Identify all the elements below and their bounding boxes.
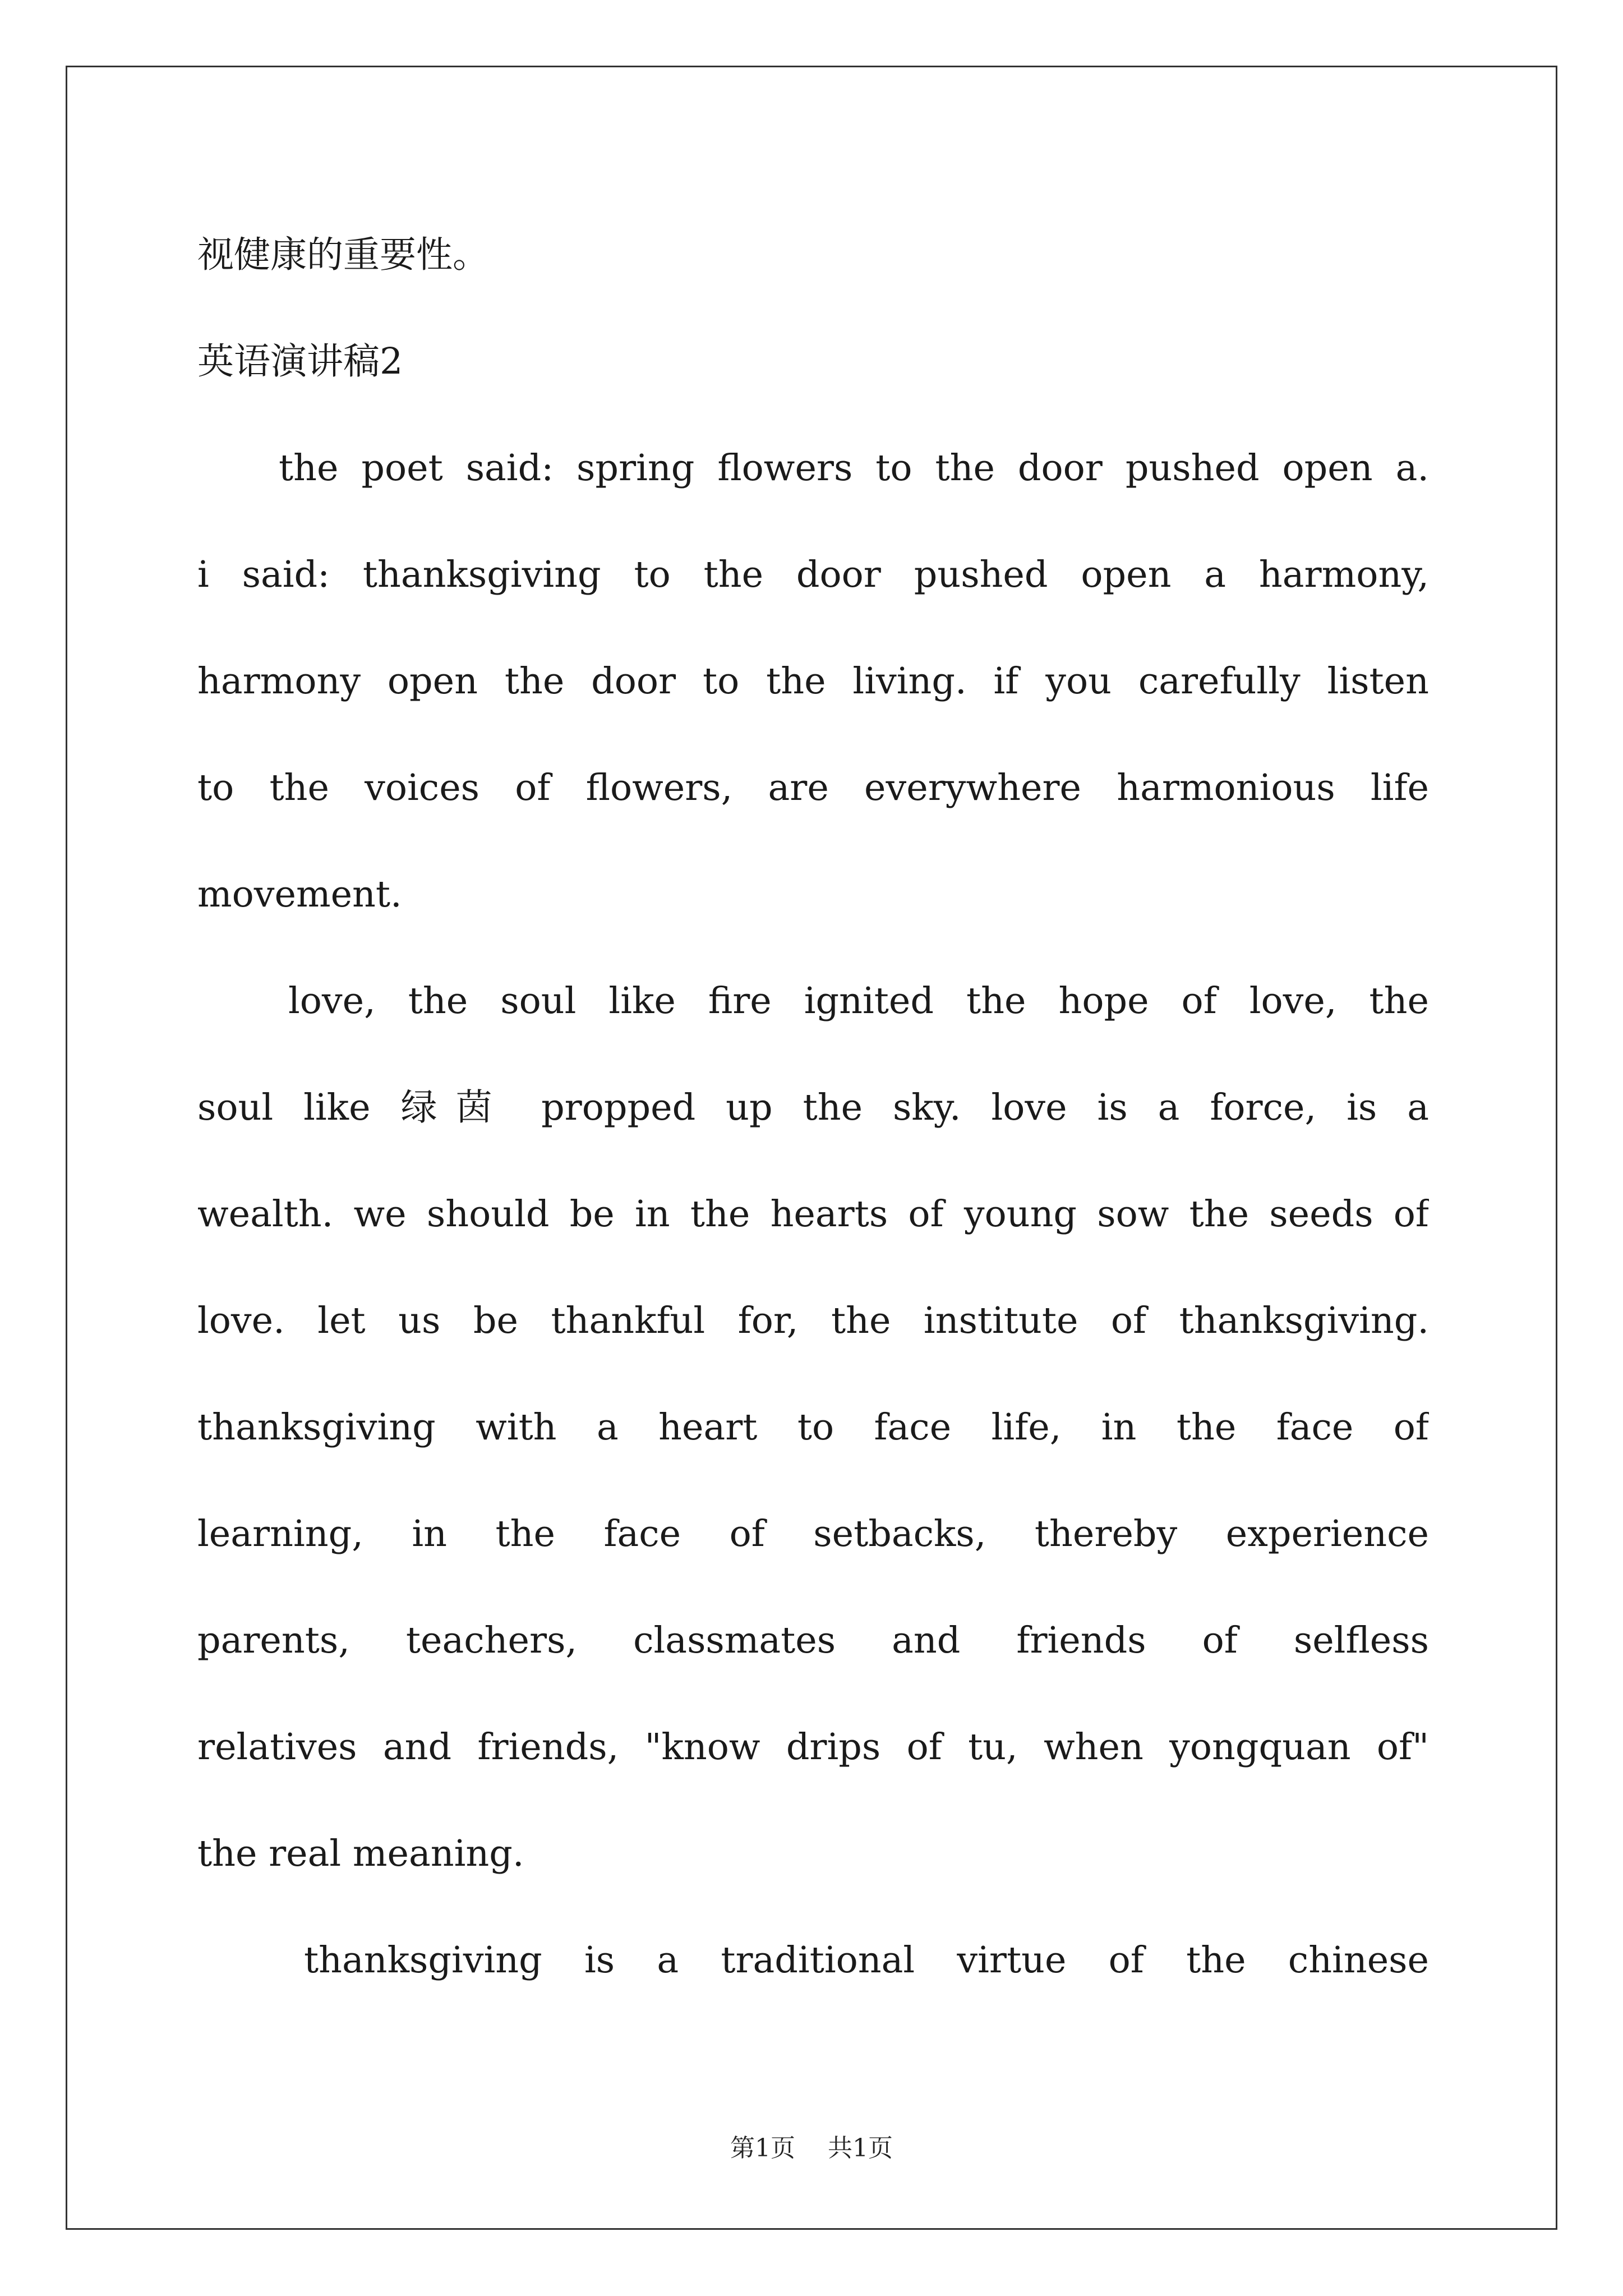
text-line: i said: thanksgiving to the door pushed open a harmony, (197, 554, 1429, 596)
text-line: love. let us be thankful for, the institute of thanksgiving. (197, 1300, 1429, 1342)
text-line: the real meaning. (197, 1833, 524, 1875)
text-line: parents, teachers, classmates and friends of selfless (197, 1619, 1429, 1662)
text-line: 视健康的重要性。 (197, 234, 490, 276)
text-line: harmony open the door to the living. if you carefully listen (197, 660, 1429, 702)
text-line: thanksgiving is a traditional virtue of the chinese (304, 1939, 1429, 1981)
text-line: thanksgiving with a heart to face life, in the face of (197, 1406, 1429, 1448)
document-body (197, 202, 1429, 2014)
page-number: 第1页 (730, 2134, 795, 2162)
page-total: 共1页 (828, 2134, 893, 2162)
text-line: relatives and friends, "know drips of tu, when yongquan of" (197, 1726, 1429, 1768)
text-line: soul like 绿茵 propped up the sky. love is a force, is a (197, 1087, 1429, 1129)
text-line: movement. (197, 873, 402, 915)
section-heading: 英语演讲稿2 (197, 341, 403, 383)
text-line: the poet said: spring flowers to the door pushed open a. (279, 447, 1429, 489)
text-line: wealth. we should be in the hearts of young sow the seeds of (197, 1193, 1429, 1235)
text-line: to the voices of flowers, are everywhere harmonious life (197, 767, 1429, 809)
text-line: learning, in the face of setbacks, thereby experience (197, 1513, 1429, 1555)
text-line: love, the soul like fire ignited the hope of love, the (288, 980, 1429, 1022)
page-footer (0, 2132, 1623, 2165)
